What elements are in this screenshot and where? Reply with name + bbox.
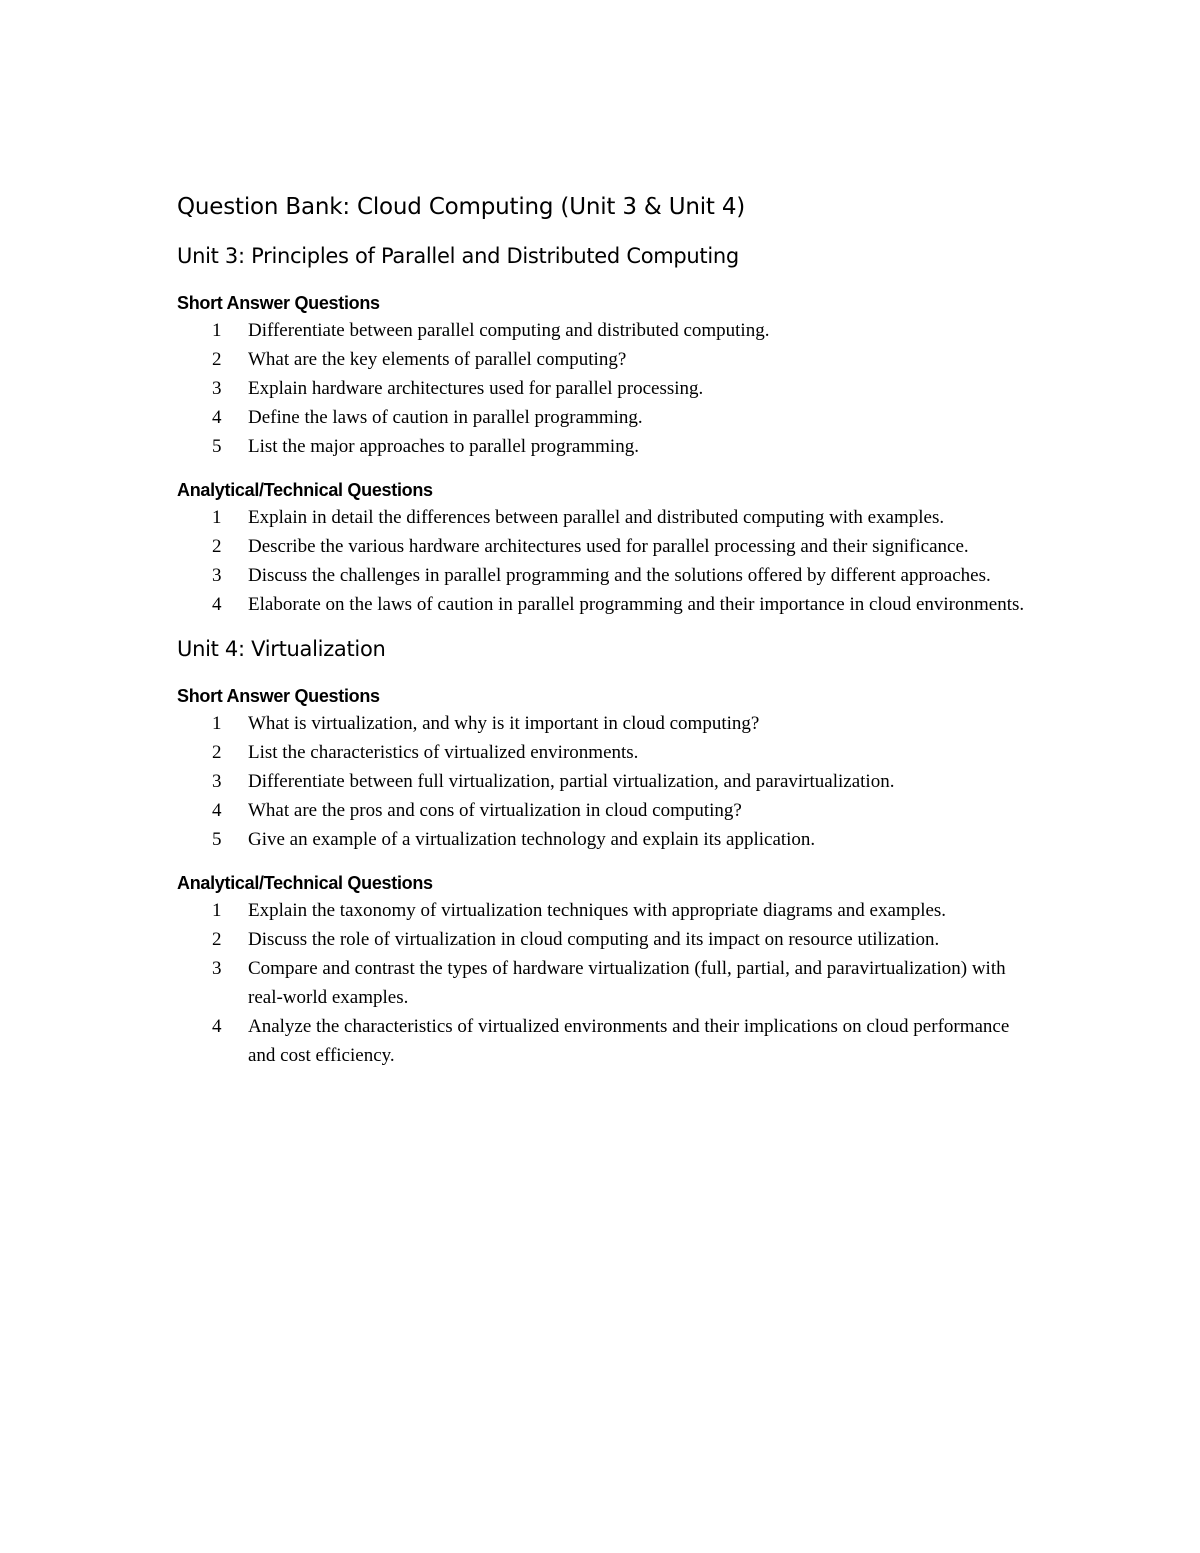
question-text: Discuss the challenges in parallel programming and the solutions offered by different approaches. xyxy=(248,565,991,586)
question-number: 3 xyxy=(212,958,222,979)
list-item xyxy=(177,738,1037,767)
list-item xyxy=(177,403,1037,432)
list-item xyxy=(177,345,1037,374)
question-text: Explain in detail the differences between parallel and distributed computing with examples. xyxy=(248,507,945,528)
list-item xyxy=(177,432,1037,461)
list-item xyxy=(177,709,1037,738)
question-number: 1 xyxy=(212,900,222,921)
question-number: 3 xyxy=(212,378,222,399)
document-content xyxy=(177,191,1037,1070)
list-item xyxy=(177,767,1037,796)
unit-3-short-answer-heading: Short Answer Questions xyxy=(177,293,380,313)
list-item xyxy=(177,590,1037,619)
question-text: Differentiate between full virtualization, partial virtualization, and paravirtualization. xyxy=(248,771,895,792)
question-number: 4 xyxy=(212,594,222,615)
list-item xyxy=(177,825,1037,854)
question-text: Explain the taxonomy of virtualization techniques with appropriate diagrams and examples. xyxy=(248,900,947,921)
list-item xyxy=(177,1012,1037,1070)
list-item xyxy=(177,561,1037,590)
unit-4-heading: Unit 4: Virtualization xyxy=(177,637,386,661)
unit-4-analytical-list xyxy=(177,896,1037,1070)
unit-3-analytical-heading: Analytical/Technical Questions xyxy=(177,480,433,500)
list-item xyxy=(177,503,1037,532)
question-number: 2 xyxy=(212,929,222,950)
question-number: 1 xyxy=(212,507,222,528)
question-text: Discuss the role of virtualization in cloud computing and its impact on resource utilization. xyxy=(248,929,940,950)
list-item xyxy=(177,532,1037,561)
question-text: What is virtualization, and why is it important in cloud computing? xyxy=(248,713,760,734)
question-text: Analyze the characteristics of virtualized environments and their implications on cloud performance and cost efficiency. xyxy=(248,1016,1010,1066)
question-text: List the major approaches to parallel programming. xyxy=(248,436,639,457)
unit-3-analytical-list xyxy=(177,503,1037,619)
question-number: 1 xyxy=(212,320,222,341)
unit-3-short-answer-list xyxy=(177,316,1037,461)
question-text: Elaborate on the laws of caution in parallel programming and their importance in cloud environments. xyxy=(248,594,1025,615)
question-text: Explain hardware architectures used for parallel processing. xyxy=(248,378,704,399)
list-item xyxy=(177,896,1037,925)
question-number: 4 xyxy=(212,1016,222,1037)
question-text: Give an example of a virtualization technology and explain its application. xyxy=(248,829,816,850)
question-number: 3 xyxy=(212,771,222,792)
question-number: 2 xyxy=(212,742,222,763)
document-title: Question Bank: Cloud Computing (Unit 3 & Unit 4) xyxy=(177,194,746,220)
list-item xyxy=(177,316,1037,345)
question-text: Compare and contrast the types of hardware virtualization (full, partial, and paravirtualization) with real-world examples. xyxy=(248,958,1006,1008)
question-text: Define the laws of caution in parallel programming. xyxy=(248,407,643,428)
question-number: 5 xyxy=(212,829,222,850)
question-number: 5 xyxy=(212,436,222,457)
unit-4-short-answer-heading: Short Answer Questions xyxy=(177,686,380,706)
question-text: Differentiate between parallel computing and distributed computing. xyxy=(248,320,770,341)
question-text: What are the pros and cons of virtualization in cloud computing? xyxy=(248,800,742,821)
unit-4-short-answer-list xyxy=(177,709,1037,854)
question-number: 4 xyxy=(212,407,222,428)
question-text: List the characteristics of virtualized environments. xyxy=(248,742,639,763)
question-number: 1 xyxy=(212,713,222,734)
list-item xyxy=(177,954,1037,1012)
unit-3-heading: Unit 3: Principles of Parallel and Distributed Computing xyxy=(177,244,739,268)
question-number: 3 xyxy=(212,565,222,586)
question-text: Describe the various hardware architectures used for parallel processing and their significance. xyxy=(248,536,969,557)
question-number: 2 xyxy=(212,536,222,557)
question-text: What are the key elements of parallel computing? xyxy=(248,349,627,370)
unit-4-analytical-heading: Analytical/Technical Questions xyxy=(177,873,433,893)
list-item xyxy=(177,925,1037,954)
list-item xyxy=(177,374,1037,403)
list-item xyxy=(177,796,1037,825)
question-number: 2 xyxy=(212,349,222,370)
question-number: 4 xyxy=(212,800,222,821)
